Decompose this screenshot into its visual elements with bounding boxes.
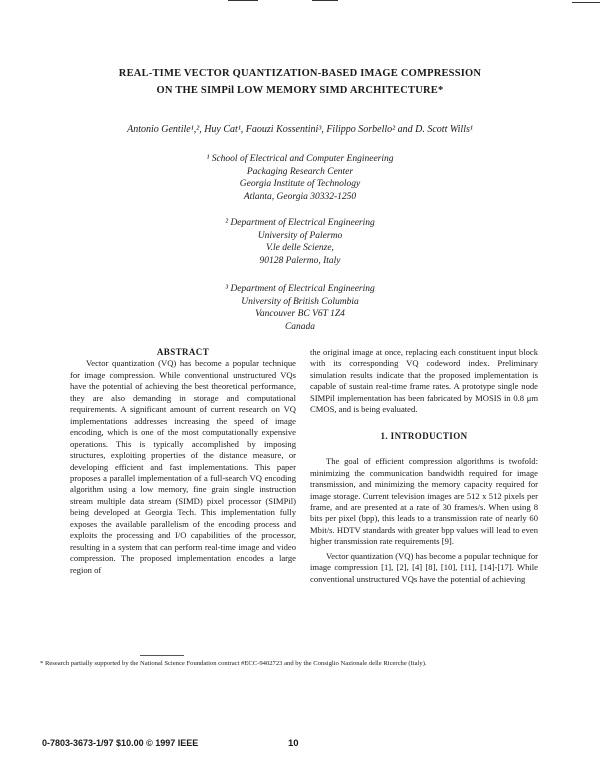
affiliation-line: Atlanta, Georgia 30332-1250 <box>243 191 357 202</box>
affiliation-line: 90128 Palermo, Italy <box>259 255 341 266</box>
author-list: Antonio Gentile¹,², Huy Cat¹, Faouzi Kossentini³, Filippo Sorbello² and D. Scott Wills¹ <box>127 124 473 135</box>
affiliation-line: University of Palermo <box>257 230 343 241</box>
affiliation-2 <box>160 217 440 267</box>
affiliation-1 <box>160 153 440 203</box>
introduction-paragraph-1: The goal of efficient compression algorithms is twofold: minimizing the communication bandwidth required for image transmission, and minimizing the memory capacity required for image storage. Current television images are 512 x 512 pixels per frame, and are presented at a rate of 30 frames/s. When using 8 bits per pixel (bpp), this leads to a transmission rate of nearly 60 Mbit/s. HDTV standards with greater bpp values will lead to even higher transmission rate requirements [9]. <box>310 456 538 547</box>
affiliation-line: ³ Department of Electrical Engineering <box>225 284 375 294</box>
top-rule-corner <box>572 2 600 3</box>
affiliation-3 <box>160 283 440 333</box>
footnote-rule <box>140 655 184 656</box>
affiliation-line: ¹ School of Electrical and Computer Engineering <box>206 154 394 164</box>
paper-title <box>60 65 540 99</box>
abstract-text: Vector quantization (VQ) has become a popular technique for image compression. While conventional unstructured VQs have the potential of achieving the best theoretical performance, they are also demanding in storage and computational requirements. A significant amount of current research on VQ implementations addresses increasing the speed of image encoding, which is one of the most computationally expensive operations. This is typically accomplished by imposing structures, exploiting properties of the distance measure, or developing efficient and fast implementations. This paper proposes a parallel implementation of a full-search VQ encoding algorithm using a low memory, fine grain single instruction stream multiple data stream (SIMD) pixel processor (SIMPil) being developed at Georgia Tech. This implementation fully exposes the available parallelism of the encoding process and exploits the processing and I/O capabilities of the processor, resulting in a system that can perform real-time image and video compression. The proposed implementation encodes a large region of <box>70 358 296 575</box>
right-column <box>310 347 538 585</box>
page-number: 10 <box>288 738 299 749</box>
affiliation-line: ² Department of Electrical Engineering <box>225 218 375 228</box>
footnote: * Research partially supported by the National Science Foundation contract #ECC-9402723 and by the Consiglio Nazionale delle Ricerche (Italy). <box>40 660 427 667</box>
title-line-2: ON THE SIMPil LOW MEMORY SIMD ARCHITECTURE* <box>156 85 444 96</box>
title-line-1: REAL-TIME VECTOR QUANTIZATION-BASED IMAGE COMPRESSION <box>118 68 482 79</box>
introduction-heading: 1. INTRODUCTION <box>380 430 468 441</box>
affiliation-line: Georgia Institute of Technology <box>239 179 361 189</box>
affiliation-line: University of British Columbia <box>241 296 359 307</box>
isbn-copyright: 0-7803-3673-1/97 $10.00 © 1997 IEEE <box>42 738 199 748</box>
affiliation-line: Canada <box>284 321 316 332</box>
abstract-heading: ABSTRACT <box>156 347 210 357</box>
abstract-continuation: the original image at once, replacing each constituent input block with its corresponding VQ codeword index. Preliminary simulation results indicate that the proposed implementation is capable of sustain real-time frame rates. A prototype single node SIMPil implementation has been fabricated by MOSIS in 0.8 μm CMOS, and is being evaluated. <box>310 347 538 415</box>
top-rule-right <box>312 0 338 1</box>
affiliation-line: Vancouver BC V6T 1Z4 <box>255 309 345 319</box>
top-rule-left <box>228 0 258 1</box>
introduction-paragraph-2: Vector quantization (VQ) has become a popular technique for image compression [1], [2], [4] [8], [10], [11], [14]-[17]. While conventional unstructured VQs have the potential of achieving <box>310 550 538 584</box>
affiliation-line: V.le delle Scienze, <box>266 243 334 253</box>
abstract-column <box>70 347 296 576</box>
affiliation-line: Packaging Research Center <box>246 166 354 177</box>
